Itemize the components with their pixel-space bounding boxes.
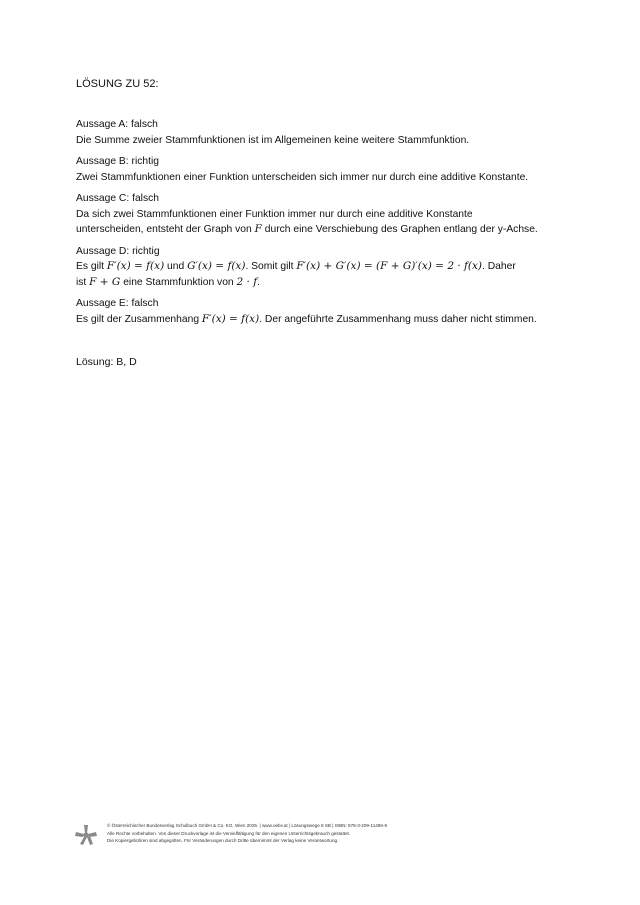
statement-e-m1: F′(x) = f(x) [201,312,260,325]
statement-c-title: Aussage C: falsch [76,193,159,204]
footer [74,822,574,852]
publisher-logo-icon [74,823,98,847]
statement-c-text-line1: Da sich zwei Stammfunktionen einer Funktion immer nur durch eine additive Konstante [76,208,473,220]
statement-c-text-a: unterscheiden, entsteht der Graph von [76,224,255,235]
statement-d-t1: Es gilt [76,261,107,272]
footer-text [107,822,387,845]
statement-d-t7: . [257,276,260,288]
footer-copyright: © Österreichischer Bundesverlag Schulbuch GmbH & Co. KG, Wien 2025. | www.oebv.at | Lösungswege 8 SB | ISBN: 978-3-209-11496-9 [107,823,388,828]
statement-c-text-b: durch eine Verschiebung des Graphen entlang der y-Achse. [261,224,538,235]
statement-d-t4: . Daher [482,261,516,272]
statement-b-title: Aussage B: richtig [76,156,159,167]
statement-e-title: Aussage E: falsch [76,298,159,309]
statement-b [76,154,576,185]
statement-d-t5: ist [76,276,90,288]
statement-d-t6: eine Stammfunktion von [120,276,237,288]
statement-d-m3: F′(x) + G′(x) = (F + G)′(x) = 2 · f(x) [296,260,483,272]
statement-d [76,244,576,291]
statement-c-math: F [254,223,262,235]
statement-d-title: Aussage D: richtig [76,245,160,257]
statement-a-text: Die Summe zweier Stammfunktionen ist im Allgemeinen keine weitere Stammfunktion. [76,134,470,146]
statement-d-m5: 2 · f [236,275,258,288]
footer-fees: Die Kopiergebühren sind abgegolten. Für Veränderungen durch Dritte übernimmt der Verlag keine Verantwortung. [107,838,339,843]
statement-e-t2: . Der angeführte Zusammenhang muss daher nicht stimmen. [259,313,537,325]
statement-a [76,117,576,148]
statement-d-m4: F + G [89,275,121,288]
statement-d-text-line1 [76,259,576,275]
statement-d-m2: G′(x) = f(x) [187,260,246,272]
statement-d-text-line2 [76,275,576,291]
statement-b-text: Zwei Stammfunktionen einer Funktion unterscheiden sich immer nur durch eine additive Konstante. [76,171,529,183]
solution-line: Lösung: B, D [76,356,137,368]
statement-a-title: Aussage A: falsch [76,119,158,130]
statements-list [76,117,576,333]
statement-e-t1: Es gilt der Zusammenhang [76,313,202,325]
statement-c-text-line2 [76,222,576,238]
page-heading: LÖSUNG ZU 52: [76,78,159,90]
footer-rights: Alle Rechte vorbehalten. Von dieser Druckvorlage ist die Vervielfältigung für den eigenen Unterrichtsgebrauch gestattet. [107,830,351,836]
statement-d-t3: . Somit gilt [245,261,297,272]
statement-e-text [76,312,576,328]
statement-d-m1: F′(x) = f(x) [106,260,165,272]
statement-c [76,191,576,238]
statement-d-t2: und [164,261,188,272]
statement-e [76,296,576,327]
